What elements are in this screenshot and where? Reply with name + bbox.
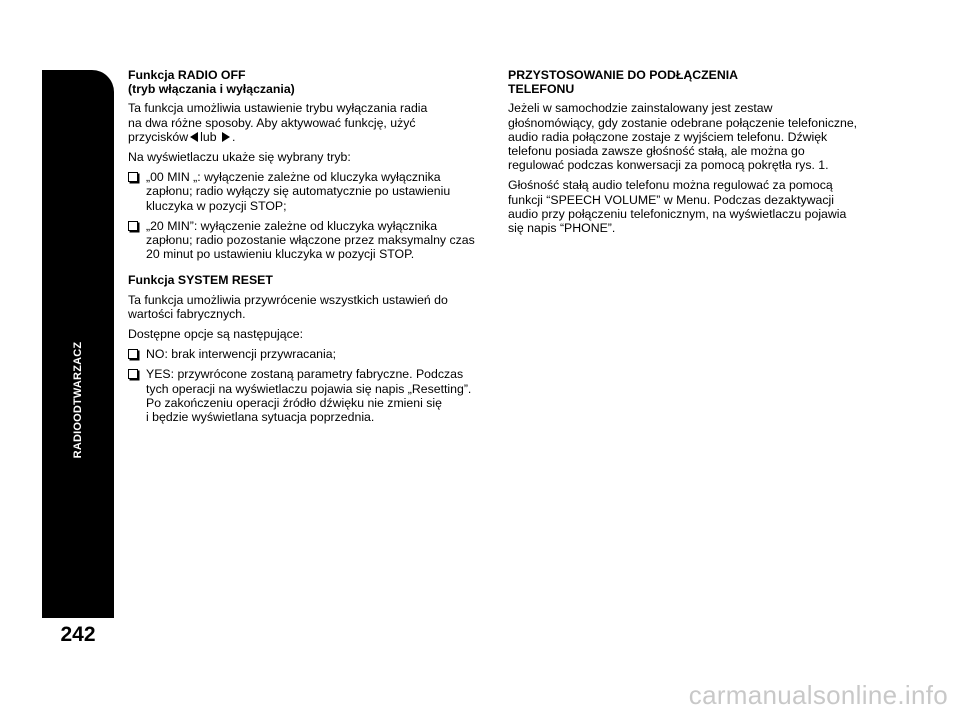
watermark-text: carmanualsonline.info bbox=[688, 680, 948, 710]
checkbox-bullet-icon bbox=[128, 369, 138, 379]
phone-heading-line1: PRZYSTOSOWANIE DO PODŁĄCZENIA bbox=[508, 68, 739, 82]
radio-off-heading bbox=[128, 68, 490, 96]
bullet-line: Po zakończeniu operacji źródło dźwięku nie zmieni się bbox=[146, 395, 442, 410]
system-reset-options-note: Dostępne opcje są następujące: bbox=[128, 327, 304, 342]
phone-section-heading bbox=[508, 68, 870, 96]
bullet-line: kluczyka w pozycji STOP; bbox=[146, 198, 287, 213]
left-column bbox=[128, 68, 490, 430]
paragraph-line: funkcji “SPEECH VOLUME” w Menu. Podczas dezaktywacji bbox=[508, 192, 834, 207]
system-reset-intro bbox=[128, 293, 490, 321]
list-item bbox=[128, 367, 490, 424]
system-reset-intro-line2: wartości fabrycznych. bbox=[128, 306, 246, 321]
bullet-line: 20 minut po ustawieniu kluczyka w pozycji STOP. bbox=[146, 247, 415, 262]
radio-off-intro-line1: Ta funkcja umożliwia ustawienie trybu wyłączania radia bbox=[128, 101, 428, 116]
paragraph-line: audio przy połączeniu telefonicznym, na wyświetlaczu pojawia bbox=[508, 206, 847, 221]
paragraph-line: się napis “PHONE”. bbox=[508, 221, 616, 236]
radio-off-heading-line2: (tryb włączania i wyłączania) bbox=[128, 82, 295, 97]
checkbox-bullet-icon bbox=[128, 349, 138, 359]
arrow-left-icon bbox=[190, 132, 198, 142]
system-reset-heading: Funkcja SYSTEM RESET bbox=[128, 273, 273, 288]
radio-off-intro-line3b: lub bbox=[200, 129, 217, 144]
paragraph-line: Jeżeli w samochodzie zainstalowany jest zestaw bbox=[508, 101, 773, 116]
system-reset-intro-line1: Ta funkcja umożliwia przywrócenie wszystkich ustawień do bbox=[128, 292, 448, 307]
bullet-line: YES: przywrócone zostaną parametry fabryczne. Podczas bbox=[146, 367, 464, 382]
paragraph-line: regulować podczas konwersacji za pomocą pokrętła rys. 1. bbox=[508, 158, 829, 173]
bullet-line: zapłonu; radio wyłączy się automatycznie po ustawieniu bbox=[146, 184, 451, 199]
arrow-right-icon bbox=[222, 132, 230, 142]
list-item bbox=[128, 219, 490, 262]
radio-off-intro bbox=[128, 101, 490, 144]
checkbox-bullet-icon bbox=[128, 221, 138, 231]
phone-paragraph-2 bbox=[508, 178, 870, 235]
list-item bbox=[128, 170, 490, 213]
paragraph-line: Głośność stałą audio telefonu można regulować za pomocą bbox=[508, 178, 833, 193]
right-column bbox=[508, 68, 870, 241]
paragraph-line: audio radia połączone zostaje z wyjściem telefonu. Dźwięk bbox=[508, 129, 828, 144]
phone-heading-line2: TELEFONU bbox=[508, 82, 575, 97]
bullet-line: NO: brak interwencji przywracania; bbox=[146, 347, 336, 362]
radio-off-intro-line3a: przycisków bbox=[128, 129, 189, 144]
checkbox-bullet-icon bbox=[128, 172, 138, 182]
paragraph-line: telefonu posiada zawsze głośność stałą, ale można go bbox=[508, 144, 805, 159]
paragraph-line: głośnomówiący, gdy zostanie odebrane połączenie telefoniczne, bbox=[508, 115, 858, 130]
page-number: 242 bbox=[60, 623, 96, 646]
bullet-line: „20 MIN”: wyłączenie zależne od kluczyka wyłącznika bbox=[146, 218, 438, 233]
radio-off-intro-line3c: . bbox=[231, 129, 236, 144]
chapter-tab-label: RADIOODTWARZACZ bbox=[72, 341, 84, 459]
list-item bbox=[128, 347, 490, 361]
bullet-line: tych operacji na wyświetlaczu pojawia się napis „Resetting”. bbox=[146, 381, 472, 396]
bullet-line: „00 MIN „: wyłączenie zależne od kluczyka wyłącznika bbox=[146, 170, 441, 185]
radio-off-heading-line1: Funkcja RADIO OFF bbox=[128, 68, 246, 82]
phone-paragraph-1 bbox=[508, 101, 870, 172]
radio-off-intro-line2: na dwa różne sposoby. Aby aktywować funkcję, użyć bbox=[128, 115, 416, 130]
radio-off-display-note: Na wyświetlaczu ukaże się wybrany tryb: bbox=[128, 150, 351, 165]
chapter-side-tab bbox=[42, 70, 114, 618]
bullet-line: zapłonu; radio pozostanie włączone przez maksymalny czas bbox=[146, 233, 475, 248]
bullet-line: i będzie wyświetlana sytuacja poprzednia. bbox=[146, 410, 375, 425]
